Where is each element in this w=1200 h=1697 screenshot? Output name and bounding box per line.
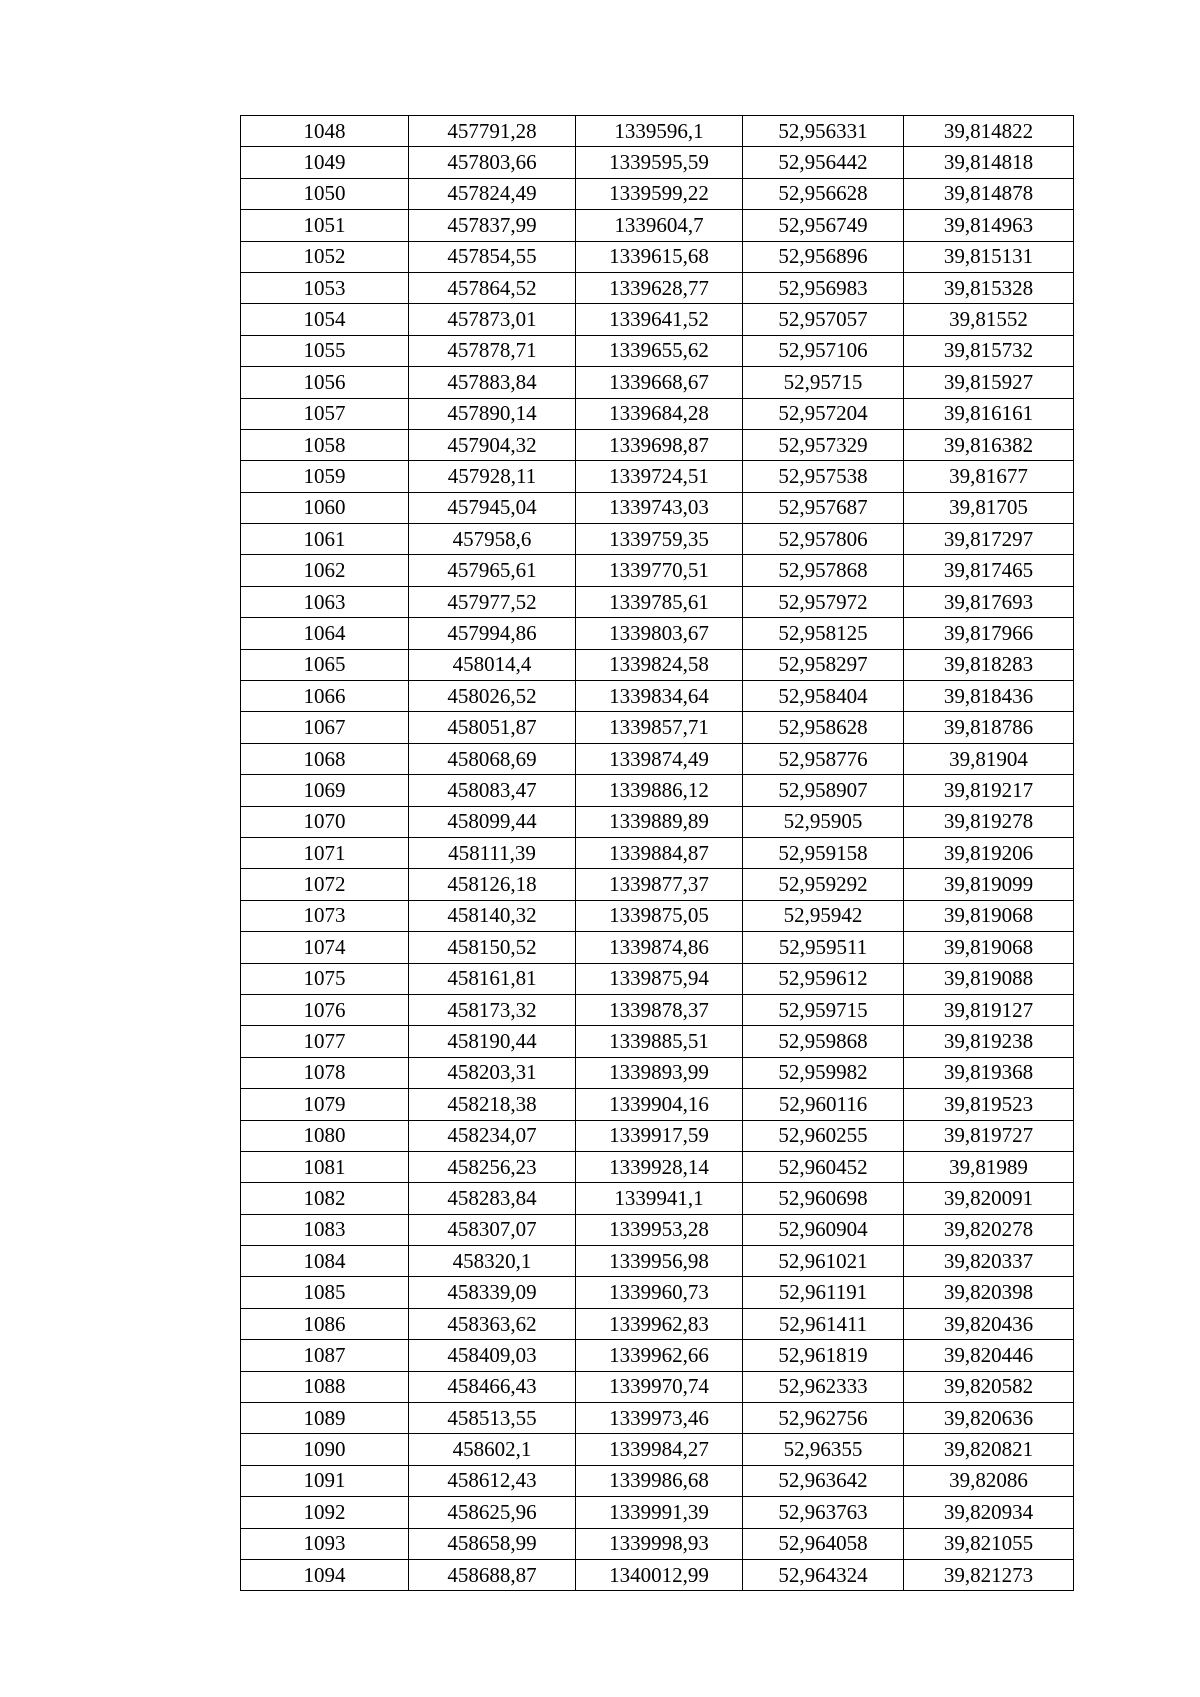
latitude-cell: 52,956983 [743, 272, 904, 303]
x-coordinate-cell: 457965,61 [409, 555, 576, 586]
point-number-cell: 1072 [241, 869, 409, 900]
table-row [241, 555, 1074, 586]
x-coordinate-cell: 457873,01 [409, 304, 576, 335]
point-number-cell: 1076 [241, 994, 409, 1025]
y-coordinate-cell: 1339878,37 [576, 994, 743, 1025]
latitude-cell: 52,95715 [743, 367, 904, 398]
y-coordinate-cell: 1339599,22 [576, 178, 743, 209]
longitude-cell: 39,820398 [904, 1277, 1074, 1308]
latitude-cell: 52,959868 [743, 1026, 904, 1057]
latitude-cell: 52,95942 [743, 900, 904, 931]
x-coordinate-cell: 458256,23 [409, 1151, 576, 1182]
point-number-cell: 1050 [241, 178, 409, 209]
latitude-cell: 52,959715 [743, 994, 904, 1025]
point-number-cell: 1056 [241, 367, 409, 398]
table-row [241, 335, 1074, 366]
y-coordinate-cell: 1339928,14 [576, 1151, 743, 1182]
x-coordinate-cell: 458513,55 [409, 1403, 576, 1434]
table-row [241, 524, 1074, 555]
longitude-cell: 39,814818 [904, 147, 1074, 178]
latitude-cell: 52,958776 [743, 743, 904, 774]
point-number-cell: 1060 [241, 492, 409, 523]
latitude-cell: 52,957057 [743, 304, 904, 335]
y-coordinate-cell: 1339884,87 [576, 837, 743, 868]
y-coordinate-cell: 1339824,58 [576, 649, 743, 680]
latitude-cell: 52,96355 [743, 1434, 904, 1465]
latitude-cell: 52,957972 [743, 586, 904, 617]
longitude-cell: 39,820582 [904, 1371, 1074, 1402]
table-row [241, 272, 1074, 303]
latitude-cell: 52,960904 [743, 1214, 904, 1245]
y-coordinate-cell: 1339941,1 [576, 1183, 743, 1214]
coordinates-table [240, 115, 1074, 1591]
x-coordinate-cell: 457791,28 [409, 116, 576, 147]
longitude-cell: 39,819217 [904, 775, 1074, 806]
longitude-cell: 39,819068 [904, 900, 1074, 931]
latitude-cell: 52,958907 [743, 775, 904, 806]
latitude-cell: 52,960116 [743, 1089, 904, 1120]
longitude-cell: 39,820636 [904, 1403, 1074, 1434]
y-coordinate-cell: 1339904,16 [576, 1089, 743, 1120]
point-number-cell: 1059 [241, 461, 409, 492]
x-coordinate-cell: 457958,6 [409, 524, 576, 555]
table-row [241, 147, 1074, 178]
point-number-cell: 1084 [241, 1246, 409, 1277]
x-coordinate-cell: 458051,87 [409, 712, 576, 743]
point-number-cell: 1052 [241, 241, 409, 272]
table-row [241, 1559, 1074, 1590]
x-coordinate-cell: 457928,11 [409, 461, 576, 492]
latitude-cell: 52,960452 [743, 1151, 904, 1182]
point-number-cell: 1065 [241, 649, 409, 680]
point-number-cell: 1073 [241, 900, 409, 931]
y-coordinate-cell: 1339962,66 [576, 1340, 743, 1371]
x-coordinate-cell: 458320,1 [409, 1246, 576, 1277]
latitude-cell: 52,964324 [743, 1559, 904, 1590]
table-row [241, 1371, 1074, 1402]
latitude-cell: 52,957204 [743, 398, 904, 429]
y-coordinate-cell: 1339857,71 [576, 712, 743, 743]
x-coordinate-cell: 457824,49 [409, 178, 576, 209]
y-coordinate-cell: 1339834,64 [576, 681, 743, 712]
point-number-cell: 1078 [241, 1057, 409, 1088]
y-coordinate-cell: 1339986,68 [576, 1465, 743, 1496]
point-number-cell: 1090 [241, 1434, 409, 1465]
x-coordinate-cell: 457945,04 [409, 492, 576, 523]
y-coordinate-cell: 1339655,62 [576, 335, 743, 366]
x-coordinate-cell: 457977,52 [409, 586, 576, 617]
x-coordinate-cell: 457994,86 [409, 618, 576, 649]
y-coordinate-cell: 1339984,27 [576, 1434, 743, 1465]
table-row [241, 712, 1074, 743]
point-number-cell: 1074 [241, 932, 409, 963]
point-number-cell: 1075 [241, 963, 409, 994]
point-number-cell: 1093 [241, 1528, 409, 1559]
latitude-cell: 52,957329 [743, 429, 904, 460]
longitude-cell: 39,819523 [904, 1089, 1074, 1120]
table-row [241, 1089, 1074, 1120]
latitude-cell: 52,959158 [743, 837, 904, 868]
table-row [241, 398, 1074, 429]
longitude-cell: 39,820337 [904, 1246, 1074, 1277]
y-coordinate-cell: 1339889,89 [576, 806, 743, 837]
y-coordinate-cell: 1339628,77 [576, 272, 743, 303]
point-number-cell: 1081 [241, 1151, 409, 1182]
x-coordinate-cell: 458068,69 [409, 743, 576, 774]
point-number-cell: 1088 [241, 1371, 409, 1402]
table-row [241, 178, 1074, 209]
longitude-cell: 39,81904 [904, 743, 1074, 774]
latitude-cell: 52,959982 [743, 1057, 904, 1088]
point-number-cell: 1083 [241, 1214, 409, 1245]
table-row [241, 429, 1074, 460]
latitude-cell: 52,958628 [743, 712, 904, 743]
point-number-cell: 1071 [241, 837, 409, 868]
table-row [241, 1465, 1074, 1496]
longitude-cell: 39,81705 [904, 492, 1074, 523]
y-coordinate-cell: 1339960,73 [576, 1277, 743, 1308]
x-coordinate-cell: 458161,81 [409, 963, 576, 994]
longitude-cell: 39,815732 [904, 335, 1074, 366]
table-row [241, 1403, 1074, 1434]
point-number-cell: 1070 [241, 806, 409, 837]
point-number-cell: 1094 [241, 1559, 409, 1590]
point-number-cell: 1057 [241, 398, 409, 429]
table-row [241, 116, 1074, 147]
longitude-cell: 39,821273 [904, 1559, 1074, 1590]
table-row [241, 1057, 1074, 1088]
x-coordinate-cell: 457904,32 [409, 429, 576, 460]
table-row [241, 1277, 1074, 1308]
latitude-cell: 52,961819 [743, 1340, 904, 1371]
longitude-cell: 39,821055 [904, 1528, 1074, 1559]
x-coordinate-cell: 458026,52 [409, 681, 576, 712]
x-coordinate-cell: 458339,09 [409, 1277, 576, 1308]
latitude-cell: 52,957806 [743, 524, 904, 555]
table-row [241, 210, 1074, 241]
longitude-cell: 39,814878 [904, 178, 1074, 209]
table-row [241, 743, 1074, 774]
y-coordinate-cell: 1339698,87 [576, 429, 743, 460]
y-coordinate-cell: 1339991,39 [576, 1497, 743, 1528]
point-number-cell: 1087 [241, 1340, 409, 1371]
y-coordinate-cell: 1339875,05 [576, 900, 743, 931]
longitude-cell: 39,819727 [904, 1120, 1074, 1151]
longitude-cell: 39,820446 [904, 1340, 1074, 1371]
x-coordinate-cell: 458083,47 [409, 775, 576, 806]
x-coordinate-cell: 457864,52 [409, 272, 576, 303]
longitude-cell: 39,82086 [904, 1465, 1074, 1496]
point-number-cell: 1063 [241, 586, 409, 617]
latitude-cell: 52,962756 [743, 1403, 904, 1434]
longitude-cell: 39,816382 [904, 429, 1074, 460]
point-number-cell: 1091 [241, 1465, 409, 1496]
point-number-cell: 1062 [241, 555, 409, 586]
x-coordinate-cell: 458099,44 [409, 806, 576, 837]
latitude-cell: 52,961411 [743, 1308, 904, 1339]
table-row [241, 367, 1074, 398]
x-coordinate-cell: 457890,14 [409, 398, 576, 429]
latitude-cell: 52,95905 [743, 806, 904, 837]
y-coordinate-cell: 1339874,49 [576, 743, 743, 774]
longitude-cell: 39,820934 [904, 1497, 1074, 1528]
table-row [241, 1434, 1074, 1465]
point-number-cell: 1068 [241, 743, 409, 774]
longitude-cell: 39,819068 [904, 932, 1074, 963]
table-row [241, 618, 1074, 649]
point-number-cell: 1061 [241, 524, 409, 555]
y-coordinate-cell: 1339604,7 [576, 210, 743, 241]
point-number-cell: 1067 [241, 712, 409, 743]
x-coordinate-cell: 458111,39 [409, 837, 576, 868]
table-row [241, 241, 1074, 272]
longitude-cell: 39,819368 [904, 1057, 1074, 1088]
x-coordinate-cell: 458014,4 [409, 649, 576, 680]
latitude-cell: 52,956749 [743, 210, 904, 241]
point-number-cell: 1085 [241, 1277, 409, 1308]
table-row [241, 837, 1074, 868]
y-coordinate-cell: 1339973,46 [576, 1403, 743, 1434]
longitude-cell: 39,819088 [904, 963, 1074, 994]
y-coordinate-cell: 1339641,52 [576, 304, 743, 335]
point-number-cell: 1069 [241, 775, 409, 806]
y-coordinate-cell: 1339893,99 [576, 1057, 743, 1088]
longitude-cell: 39,819099 [904, 869, 1074, 900]
y-coordinate-cell: 1339970,74 [576, 1371, 743, 1402]
latitude-cell: 52,958125 [743, 618, 904, 649]
point-number-cell: 1080 [241, 1120, 409, 1151]
longitude-cell: 39,817966 [904, 618, 1074, 649]
table-row [241, 492, 1074, 523]
table-row [241, 1120, 1074, 1151]
latitude-cell: 52,957687 [743, 492, 904, 523]
latitude-cell: 52,963763 [743, 1497, 904, 1528]
longitude-cell: 39,817693 [904, 586, 1074, 617]
latitude-cell: 52,960698 [743, 1183, 904, 1214]
point-number-cell: 1049 [241, 147, 409, 178]
latitude-cell: 52,963642 [743, 1465, 904, 1496]
y-coordinate-cell: 1339785,61 [576, 586, 743, 617]
latitude-cell: 52,958297 [743, 649, 904, 680]
y-coordinate-cell: 1339759,35 [576, 524, 743, 555]
latitude-cell: 52,959292 [743, 869, 904, 900]
y-coordinate-cell: 1339998,93 [576, 1528, 743, 1559]
x-coordinate-cell: 458234,07 [409, 1120, 576, 1151]
table-row [241, 775, 1074, 806]
latitude-cell: 52,958404 [743, 681, 904, 712]
latitude-cell: 52,957538 [743, 461, 904, 492]
y-coordinate-cell: 1339615,68 [576, 241, 743, 272]
x-coordinate-cell: 458173,32 [409, 994, 576, 1025]
x-coordinate-cell: 457878,71 [409, 335, 576, 366]
table-row [241, 994, 1074, 1025]
table-row [241, 900, 1074, 931]
point-number-cell: 1079 [241, 1089, 409, 1120]
y-coordinate-cell: 1339596,1 [576, 116, 743, 147]
table-row [241, 806, 1074, 837]
x-coordinate-cell: 458218,38 [409, 1089, 576, 1120]
longitude-cell: 39,819127 [904, 994, 1074, 1025]
point-number-cell: 1089 [241, 1403, 409, 1434]
y-coordinate-cell: 1339885,51 [576, 1026, 743, 1057]
table-row [241, 1308, 1074, 1339]
latitude-cell: 52,959511 [743, 932, 904, 963]
longitude-cell: 39,816161 [904, 398, 1074, 429]
y-coordinate-cell: 1340012,99 [576, 1559, 743, 1590]
longitude-cell: 39,818786 [904, 712, 1074, 743]
latitude-cell: 52,956331 [743, 116, 904, 147]
longitude-cell: 39,818436 [904, 681, 1074, 712]
latitude-cell: 52,961021 [743, 1246, 904, 1277]
table-row [241, 1183, 1074, 1214]
table-row [241, 1340, 1074, 1371]
latitude-cell: 52,956442 [743, 147, 904, 178]
latitude-cell: 52,960255 [743, 1120, 904, 1151]
table-row [241, 304, 1074, 335]
point-number-cell: 1048 [241, 116, 409, 147]
y-coordinate-cell: 1339595,59 [576, 147, 743, 178]
point-number-cell: 1053 [241, 272, 409, 303]
longitude-cell: 39,820436 [904, 1308, 1074, 1339]
longitude-cell: 39,820278 [904, 1214, 1074, 1245]
point-number-cell: 1064 [241, 618, 409, 649]
y-coordinate-cell: 1339962,83 [576, 1308, 743, 1339]
point-number-cell: 1086 [241, 1308, 409, 1339]
table-row [241, 1497, 1074, 1528]
point-number-cell: 1054 [241, 304, 409, 335]
longitude-cell: 39,815927 [904, 367, 1074, 398]
longitude-cell: 39,815328 [904, 272, 1074, 303]
x-coordinate-cell: 458190,44 [409, 1026, 576, 1057]
x-coordinate-cell: 458363,62 [409, 1308, 576, 1339]
point-number-cell: 1055 [241, 335, 409, 366]
longitude-cell: 39,817297 [904, 524, 1074, 555]
latitude-cell: 52,959612 [743, 963, 904, 994]
latitude-cell: 52,956896 [743, 241, 904, 272]
x-coordinate-cell: 457837,99 [409, 210, 576, 241]
y-coordinate-cell: 1339684,28 [576, 398, 743, 429]
x-coordinate-cell: 458612,43 [409, 1465, 576, 1496]
y-coordinate-cell: 1339953,28 [576, 1214, 743, 1245]
table-row [241, 963, 1074, 994]
table-row [241, 1026, 1074, 1057]
latitude-cell: 52,962333 [743, 1371, 904, 1402]
y-coordinate-cell: 1339803,67 [576, 618, 743, 649]
x-coordinate-cell: 457854,55 [409, 241, 576, 272]
y-coordinate-cell: 1339770,51 [576, 555, 743, 586]
point-number-cell: 1051 [241, 210, 409, 241]
point-number-cell: 1082 [241, 1183, 409, 1214]
coordinates-table-body [241, 116, 1074, 1591]
table-row [241, 1214, 1074, 1245]
y-coordinate-cell: 1339886,12 [576, 775, 743, 806]
longitude-cell: 39,81677 [904, 461, 1074, 492]
x-coordinate-cell: 458283,84 [409, 1183, 576, 1214]
longitude-cell: 39,81552 [904, 304, 1074, 335]
y-coordinate-cell: 1339917,59 [576, 1120, 743, 1151]
point-number-cell: 1066 [241, 681, 409, 712]
y-coordinate-cell: 1339724,51 [576, 461, 743, 492]
longitude-cell: 39,81989 [904, 1151, 1074, 1182]
point-number-cell: 1092 [241, 1497, 409, 1528]
x-coordinate-cell: 457883,84 [409, 367, 576, 398]
x-coordinate-cell: 458466,43 [409, 1371, 576, 1402]
longitude-cell: 39,820091 [904, 1183, 1074, 1214]
y-coordinate-cell: 1339875,94 [576, 963, 743, 994]
x-coordinate-cell: 458203,31 [409, 1057, 576, 1088]
x-coordinate-cell: 458150,52 [409, 932, 576, 963]
longitude-cell: 39,815131 [904, 241, 1074, 272]
longitude-cell: 39,814822 [904, 116, 1074, 147]
y-coordinate-cell: 1339743,03 [576, 492, 743, 523]
x-coordinate-cell: 458409,03 [409, 1340, 576, 1371]
x-coordinate-cell: 458602,1 [409, 1434, 576, 1465]
y-coordinate-cell: 1339874,86 [576, 932, 743, 963]
longitude-cell: 39,819206 [904, 837, 1074, 868]
x-coordinate-cell: 457803,66 [409, 147, 576, 178]
table-row [241, 1151, 1074, 1182]
table-row [241, 1246, 1074, 1277]
y-coordinate-cell: 1339956,98 [576, 1246, 743, 1277]
latitude-cell: 52,964058 [743, 1528, 904, 1559]
table-row [241, 869, 1074, 900]
longitude-cell: 39,814963 [904, 210, 1074, 241]
table-row [241, 649, 1074, 680]
longitude-cell: 39,820821 [904, 1434, 1074, 1465]
longitude-cell: 39,819278 [904, 806, 1074, 837]
table-row [241, 586, 1074, 617]
y-coordinate-cell: 1339877,37 [576, 869, 743, 900]
x-coordinate-cell: 458625,96 [409, 1497, 576, 1528]
latitude-cell: 52,957106 [743, 335, 904, 366]
x-coordinate-cell: 458126,18 [409, 869, 576, 900]
latitude-cell: 52,957868 [743, 555, 904, 586]
longitude-cell: 39,819238 [904, 1026, 1074, 1057]
x-coordinate-cell: 458307,07 [409, 1214, 576, 1245]
latitude-cell: 52,961191 [743, 1277, 904, 1308]
latitude-cell: 52,956628 [743, 178, 904, 209]
point-number-cell: 1058 [241, 429, 409, 460]
point-number-cell: 1077 [241, 1026, 409, 1057]
table-row [241, 1528, 1074, 1559]
table-row [241, 932, 1074, 963]
table-row [241, 461, 1074, 492]
x-coordinate-cell: 458658,99 [409, 1528, 576, 1559]
y-coordinate-cell: 1339668,67 [576, 367, 743, 398]
table-row [241, 681, 1074, 712]
longitude-cell: 39,817465 [904, 555, 1074, 586]
longitude-cell: 39,818283 [904, 649, 1074, 680]
x-coordinate-cell: 458140,32 [409, 900, 576, 931]
x-coordinate-cell: 458688,87 [409, 1559, 576, 1590]
